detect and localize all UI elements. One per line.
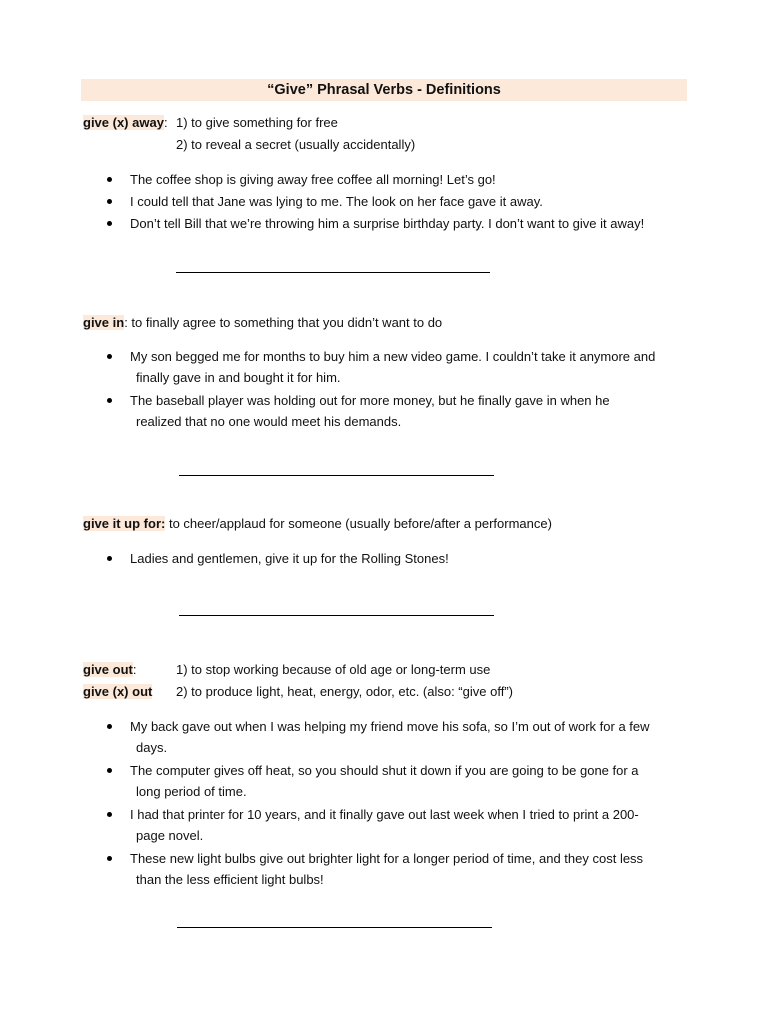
- answer-line: [179, 615, 494, 616]
- example-item: [0, 760, 660, 802]
- example-text: I had that printer for 10 years, and it finally gave out last week when I tried to print a 200-: [130, 807, 639, 822]
- examples-give-in: [0, 346, 660, 432]
- page-title: “Give” Phrasal Verbs - Definitions: [81, 79, 687, 101]
- definition-1: 1) to stop working because of old age or long-term use: [176, 662, 491, 677]
- example-text: These new light bulbs give out brighter light for a longer period of time, and they cost less: [130, 851, 644, 866]
- example-text: The coffee shop is giving away free coffee all morning! Let’s go!: [130, 172, 496, 187]
- example-text: Don’t tell Bill that we’re throwing him a surprise birthday party. I don’t want to give it away!: [130, 216, 645, 231]
- examples-give-out: [0, 716, 660, 890]
- example-continuation: page novel.: [136, 828, 204, 843]
- example-item: [0, 804, 660, 846]
- definition-2: 2) to produce light, heat, energy, odor, etc. (also: “give off”): [176, 684, 513, 699]
- example-item: [0, 169, 660, 191]
- definition-2: 2) to reveal a secret (usually accidentally): [176, 137, 416, 152]
- example-item: [0, 346, 660, 388]
- term-line-give-out: [83, 661, 136, 679]
- example-item: [0, 548, 660, 570]
- term-give-in: give in: [83, 315, 125, 330]
- example-continuation: than the less efficient light bulbs!: [136, 872, 324, 887]
- example-text: My son begged me for months to buy him a new video game. I couldn’t take it anymore and: [130, 349, 656, 364]
- example-text: I could tell that Jane was lying to me. The look on her face gave it away.: [130, 194, 543, 209]
- example-text: Ladies and gentlemen, give it up for the Rolling Stones!: [130, 551, 449, 566]
- term-suffix: :: [163, 115, 168, 130]
- example-continuation: days.: [136, 740, 168, 755]
- example-text: The computer gives off heat, so you should shut it down if you are going to be gone for a: [130, 763, 639, 778]
- term-suffix: :: [132, 662, 137, 677]
- term-line-give-away: [83, 114, 168, 132]
- example-continuation: finally gave in and bought it for him.: [136, 370, 341, 385]
- term-line-give-in: [83, 314, 442, 332]
- example-continuation: realized that no one would meet his demands.: [136, 414, 402, 429]
- term-give-x-out: give (x) out: [83, 684, 153, 699]
- term-line-give-it-up-for: [83, 515, 552, 533]
- term-definition: : to finally agree to something that you didn’t want to do: [124, 315, 443, 330]
- example-item: [0, 213, 660, 235]
- example-text: The baseball player was holding out for more money, but he finally gave in when he: [130, 393, 610, 408]
- term-give-away: give (x) away: [83, 115, 164, 130]
- example-text: My back gave out when I was helping my friend move his sofa, so I’m out of work for a few: [130, 719, 650, 734]
- definition-1: 1) to give something for free: [176, 115, 338, 130]
- term-give-out: give out: [83, 662, 133, 677]
- example-continuation: long period of time.: [136, 784, 247, 799]
- term-definition: to cheer/applaud for someone (usually before/after a performance): [165, 516, 552, 531]
- examples-give-it-up-for: [0, 548, 660, 570]
- example-item: [0, 848, 660, 890]
- answer-line: [176, 272, 490, 273]
- term-give-it-up-for: give it up for:: [83, 516, 166, 531]
- answer-line: [177, 927, 492, 928]
- examples-give-away: [0, 169, 660, 235]
- example-item: [0, 191, 660, 213]
- term-line-give-x-out: [83, 683, 152, 701]
- example-item: [0, 390, 660, 432]
- answer-line: [179, 475, 494, 476]
- example-item: [0, 716, 660, 758]
